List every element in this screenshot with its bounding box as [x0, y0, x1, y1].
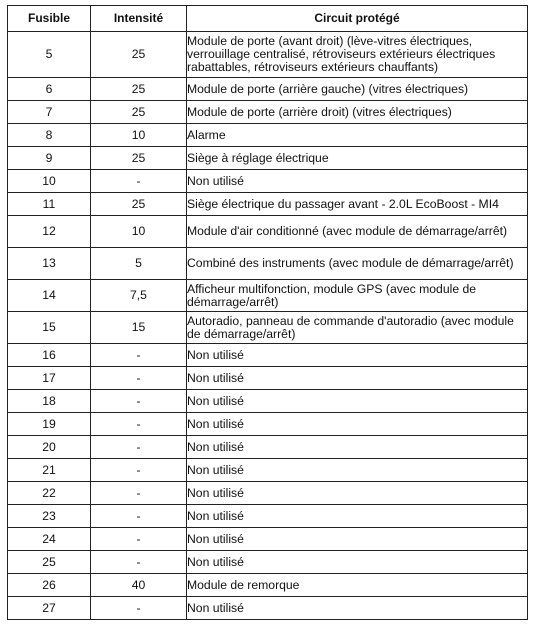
table-row: [8, 78, 528, 101]
table-row: [8, 574, 528, 597]
circuit-cell: Autoradio, panneau de commande d'autoradio (avec module de démarrage/arrêt): [187, 312, 528, 344]
table-row: [8, 280, 528, 312]
fuse-number-cell: 17: [8, 367, 91, 390]
intensity-cell: -: [91, 482, 187, 505]
circuit-cell: Module de porte (avant droit) (lève-vitres électriques, verrouillage centralisé, rétroviseurs extérieurs électriques rabattables, rétroviseurs extérieurs chauffants): [187, 32, 528, 78]
table-row: [8, 597, 528, 620]
fuse-table: [7, 5, 528, 620]
fuse-number-cell: 21: [8, 459, 91, 482]
intensity-cell: 10: [91, 124, 187, 147]
intensity-cell: -: [91, 344, 187, 367]
table-row: [8, 367, 528, 390]
circuit-cell: Non utilisé: [187, 436, 528, 459]
circuit-cell: Module d'air conditionné (avec module de démarrage/arrêt): [187, 216, 528, 248]
fuse-number-cell: 14: [8, 280, 91, 312]
table-row: [8, 528, 528, 551]
intensity-cell: 10: [91, 216, 187, 248]
table-row: [8, 551, 528, 574]
intensity-cell: -: [91, 459, 187, 482]
circuit-cell: Non utilisé: [187, 367, 528, 390]
intensity-cell: 40: [91, 574, 187, 597]
fuse-number-cell: 26: [8, 574, 91, 597]
fuse-number-cell: 27: [8, 597, 91, 620]
intensity-cell: 25: [91, 78, 187, 101]
intensity-cell: -: [91, 436, 187, 459]
circuit-cell: Non utilisé: [187, 482, 528, 505]
intensity-cell: -: [91, 367, 187, 390]
column-header-fuse: Fusible: [8, 6, 91, 32]
circuit-cell: Non utilisé: [187, 597, 528, 620]
circuit-cell: Siège à réglage électrique: [187, 147, 528, 170]
circuit-cell: Non utilisé: [187, 390, 528, 413]
column-header-intensity: Intensité: [91, 6, 187, 32]
fuse-number-cell: 18: [8, 390, 91, 413]
fuse-number-cell: 20: [8, 436, 91, 459]
fuse-number-cell: 12: [8, 216, 91, 248]
intensity-cell: -: [91, 390, 187, 413]
fuse-number-cell: 11: [8, 193, 91, 216]
intensity-cell: -: [91, 597, 187, 620]
table-row: [8, 170, 528, 193]
table-body: [8, 32, 528, 620]
circuit-cell: Non utilisé: [187, 528, 528, 551]
circuit-cell: Module de porte (arrière droit) (vitres électriques): [187, 101, 528, 124]
fuse-number-cell: 9: [8, 147, 91, 170]
circuit-cell: Non utilisé: [187, 459, 528, 482]
circuit-cell: Non utilisé: [187, 170, 528, 193]
table-row: [8, 216, 528, 248]
circuit-cell: Module de porte (arrière gauche) (vitres électriques): [187, 78, 528, 101]
table-row: [8, 436, 528, 459]
table-row: [8, 248, 528, 280]
fuse-number-cell: 19: [8, 413, 91, 436]
table-row: [8, 312, 528, 344]
fuse-number-cell: 24: [8, 528, 91, 551]
intensity-cell: -: [91, 505, 187, 528]
fuse-number-cell: 5: [8, 32, 91, 78]
intensity-cell: 7,5: [91, 280, 187, 312]
fuse-number-cell: 22: [8, 482, 91, 505]
table-row: [8, 32, 528, 78]
intensity-cell: 25: [91, 101, 187, 124]
fuse-number-cell: 13: [8, 248, 91, 280]
intensity-cell: -: [91, 528, 187, 551]
table-row: [8, 459, 528, 482]
fuse-number-cell: 8: [8, 124, 91, 147]
circuit-cell: Non utilisé: [187, 551, 528, 574]
circuit-cell: Alarme: [187, 124, 528, 147]
fuse-number-cell: 15: [8, 312, 91, 344]
table-row: [8, 505, 528, 528]
circuit-cell: Module de remorque: [187, 574, 528, 597]
circuit-cell: Combiné des instruments (avec module de démarrage/arrêt): [187, 248, 528, 280]
circuit-cell: Non utilisé: [187, 344, 528, 367]
table-row: [8, 413, 528, 436]
fuse-number-cell: 16: [8, 344, 91, 367]
intensity-cell: -: [91, 551, 187, 574]
fuse-number-cell: 10: [8, 170, 91, 193]
circuit-cell: Non utilisé: [187, 413, 528, 436]
table-header-row: [8, 6, 528, 32]
intensity-cell: 25: [91, 32, 187, 78]
intensity-cell: 25: [91, 193, 187, 216]
column-header-circuit: Circuit protégé: [187, 6, 528, 32]
fuse-number-cell: 7: [8, 101, 91, 124]
table-row: [8, 390, 528, 413]
table-row: [8, 124, 528, 147]
intensity-cell: 5: [91, 248, 187, 280]
circuit-cell: Siège électrique du passager avant - 2.0L EcoBoost - MI4: [187, 193, 528, 216]
table-row: [8, 344, 528, 367]
fuse-number-cell: 23: [8, 505, 91, 528]
intensity-cell: 15: [91, 312, 187, 344]
table-row: [8, 193, 528, 216]
fuse-number-cell: 6: [8, 78, 91, 101]
table-row: [8, 101, 528, 124]
fuse-number-cell: 25: [8, 551, 91, 574]
table-row: [8, 147, 528, 170]
circuit-cell: Afficheur multifonction, module GPS (avec module de démarrage/arrêt): [187, 280, 528, 312]
table-row: [8, 482, 528, 505]
intensity-cell: -: [91, 413, 187, 436]
intensity-cell: 25: [91, 147, 187, 170]
intensity-cell: -: [91, 170, 187, 193]
circuit-cell: Non utilisé: [187, 505, 528, 528]
